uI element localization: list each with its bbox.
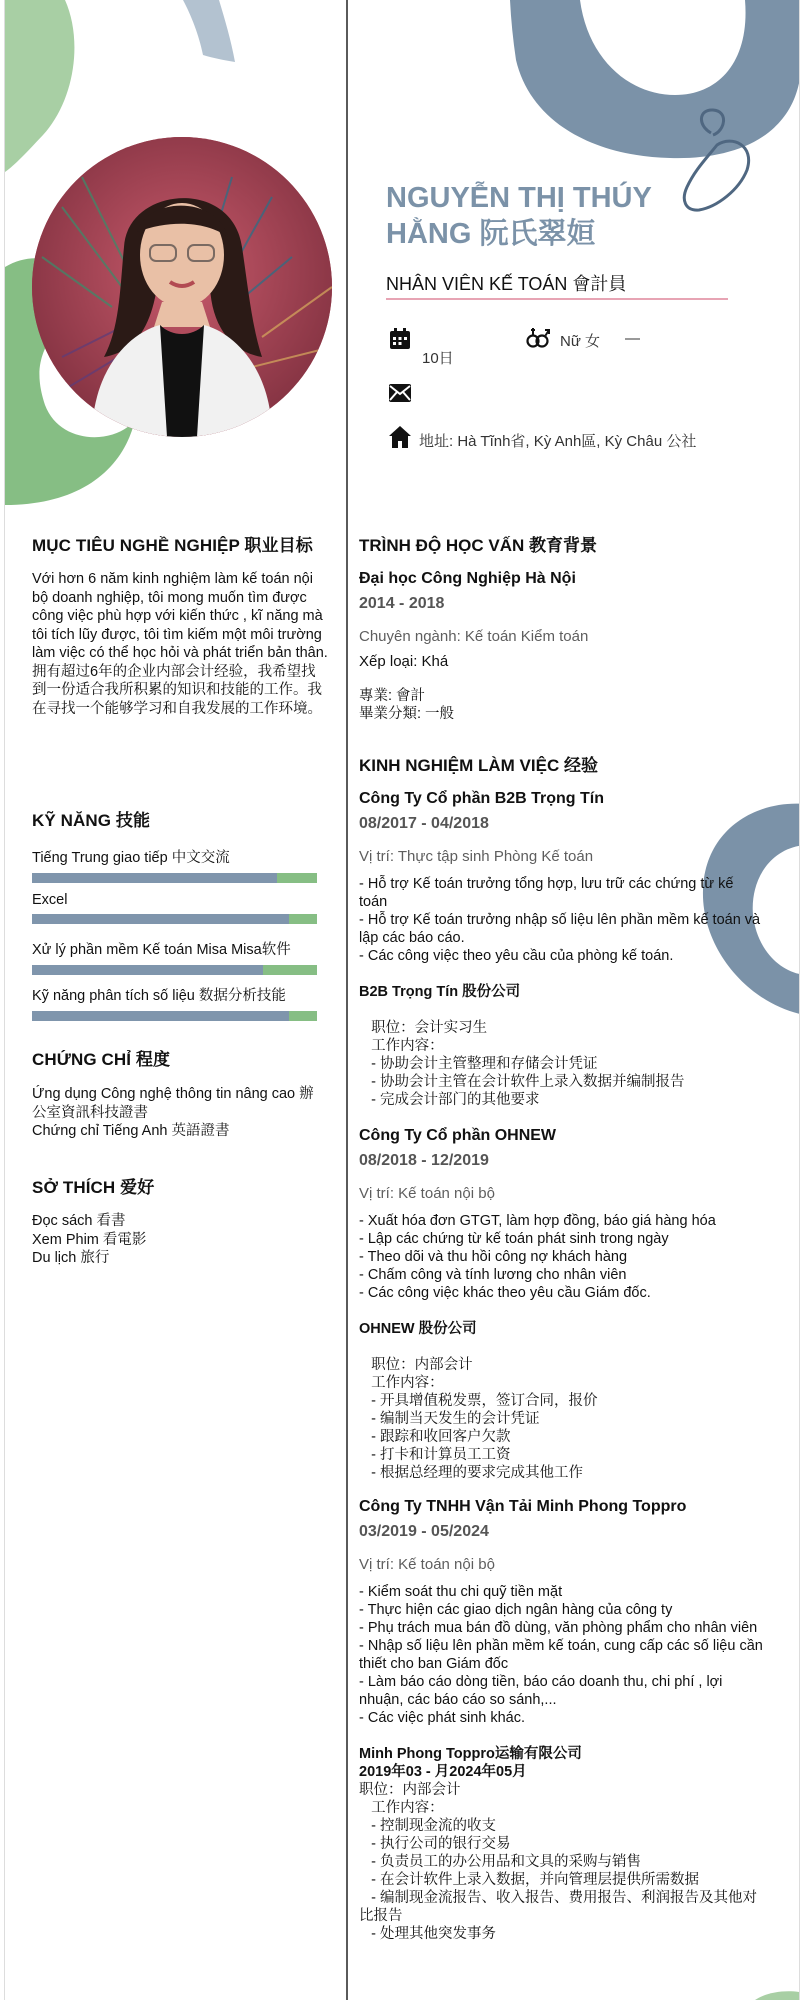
- job-title: NHÂN VIÊN KẾ TOÁN 會計員: [386, 274, 627, 294]
- job-tasks: - Kiểm soát thu chi quỹ tiền mặt - Thực hiện các giao dịch ngân hàng của công ty - Phụ trách mua bán đồ dùng, văn phòng phẩm cho nhân viên - Nhập số liệu lên phần mềm kế toán, cung cấp các số liệu cần thiết cho ban Giám đốc - Làm báo cáo dòng tiền, báo cáo doanh thu, chi phí , lợi nhuận, các báo cáo so sánh,... - Các việc phát sinh khác.: [359, 1584, 763, 1726]
- job-entry: [359, 790, 764, 1109]
- company-name: Công Ty Cổ phần B2B Trọng Tín: [359, 790, 605, 807]
- certificate-item: Ứng dụng Công nghệ thông tin nâng cao 辦公室資訊科技證書: [32, 1086, 314, 1121]
- company-name: Công Ty Cổ phần OHNEW: [359, 1127, 557, 1144]
- company-name: Công Ty TNHH Vận Tải Minh Phong Toppro: [359, 1498, 687, 1515]
- name-line: HẰNG 阮氏翠姮: [386, 218, 596, 250]
- title-underline: [386, 298, 728, 300]
- skills-title: KỸ NĂNG 技能: [32, 811, 151, 830]
- skill-bar: [32, 965, 317, 975]
- education-title: TRÌNH ĐỘ HỌC VẤN 教育背景: [359, 536, 597, 555]
- skill-item: [32, 846, 317, 883]
- candidate-name: [386, 180, 716, 252]
- job-position: Vị trí: Kế toán nội bộ: [359, 1185, 495, 1202]
- job-dates: 03/2019 - 05/2024: [359, 1523, 489, 1540]
- job-entry: [359, 1498, 764, 1943]
- skill-item: [32, 892, 317, 924]
- resume-page: [4, 0, 800, 2000]
- skill-label: Kỹ năng phân tích số liệu 数据分析技能: [32, 988, 286, 1004]
- gender-icon: [525, 327, 551, 351]
- gender: Nữ 女: [560, 333, 601, 350]
- skill-label: Excel: [32, 892, 68, 908]
- email-icon: [388, 383, 412, 403]
- education-grade: Xếp loại: Khá: [359, 653, 449, 670]
- education-years: 2014 - 2018: [359, 595, 445, 612]
- birth-date: 10日: [422, 350, 454, 367]
- company-name-cn: Minh Phong Toppro运输有限公司: [359, 1746, 582, 1762]
- skill-bar: [32, 873, 317, 883]
- hobby-item: Xem Phim 看電影: [32, 1231, 147, 1248]
- job-position: Vị trí: Thực tập sinh Phòng Kế toán: [359, 848, 594, 865]
- hobbies-title: SỞ THÍCH 爱好: [32, 1178, 155, 1197]
- school-name: Đại học Công Nghiệp Hà Nội: [359, 570, 576, 587]
- company-name-cn: B2B Trọng Tín 股份公司: [359, 984, 521, 1000]
- job-dates-cn: 2019年03 - 月2024年05月: [359, 1764, 527, 1780]
- job-tasks-cn: 职位：会计实习生 工作内容： - 协助会计主管整理和存储会计凭证 - 协助会计主管在会计软件上录入数据并编制报告 - 完成会计部门的其他要求: [371, 1020, 685, 1108]
- skill-bar: [32, 1011, 317, 1021]
- column-divider: [346, 0, 348, 2000]
- job-dates: 08/2018 - 12/2019: [359, 1152, 489, 1169]
- job-tasks: - Xuất hóa đơn GTGT, làm hợp đồng, báo giá hàng hóa - Lập các chứng từ kế toán phát sinh trong ngày - Theo dõi và thu hồi công nợ khách hàng - Chấm công và tính lương cho nhân viên - Các công việc khác theo yêu cầu Giám đốc.: [359, 1213, 716, 1301]
- experience-title: KINH NGHIỆM LÀM VIỆC 经验: [359, 756, 598, 775]
- certificate-item: Chứng chỉ Tiếng Anh 英語證書: [32, 1123, 230, 1139]
- skill-label: Xử lý phần mềm Kế toán Misa Misa软件: [32, 942, 291, 958]
- job-tasks-cn: 职位：内部会计 工作内容： - 控制现金流的收支 - 执行公司的银行交易 - 负责员工的办公用品和文具的采购与销售 - 在会计软件上录入数据，并向管理层提供所需数据 - 编制现金流报告、收入报告、费用报告、利润报告及其他对比报告 - 处理其他突发事务: [359, 1782, 757, 1942]
- hobby-item: Du lịch 旅行: [32, 1250, 110, 1266]
- job-position: Vị trí: Kế toán nội bộ: [359, 1556, 495, 1573]
- job-dates: 08/2017 - 04/2018: [359, 815, 489, 832]
- company-name-cn: OHNEW 股份公司: [359, 1321, 477, 1337]
- address: 地址: Hà Tĩnh省, Kỳ Anh區, Kỳ Châu 公社: [419, 433, 697, 450]
- decorative-slate-stroke-top: [175, 0, 245, 70]
- job-tasks: - Hỗ trợ Kế toán trưởng tổng hợp, lưu trữ các chứng từ kế toán - Hỗ trợ Kế toán trưởng nhập số liệu lên phần mềm kế toán và lập các báo cáo. - Các công việc theo yêu cầu của phòng kế toán.: [359, 876, 761, 964]
- education-major-cn: 專業: 會計: [359, 688, 426, 704]
- job-entry: [359, 1127, 764, 1482]
- education-grade-cn: 畢業分類: 一般: [359, 706, 455, 722]
- hobby-item: Đọc sách 看書: [32, 1213, 126, 1229]
- name-line: NGUYỄN THỊ THÚY: [386, 182, 652, 214]
- gender-extra: —: [625, 330, 640, 347]
- decorative-green-corner-bottom: [755, 1990, 799, 2000]
- certificates-title: CHỨNG CHỈ 程度: [32, 1050, 171, 1069]
- job-tasks-cn: 职位：内部会计 工作内容： - 开具增值税发票，签订合同，报价 - 编制当天发生的会计凭证 - 跟踪和收回客户欠款 - 打卡和计算员工工资 - 根据总经理的要求完成其他工作: [371, 1357, 598, 1481]
- skill-bar: [32, 914, 317, 924]
- decorative-green-blob-top: [5, 0, 85, 180]
- objective-title: MỤC TIÊU NGHỀ NGHIỆP 职业目标: [32, 536, 313, 555]
- skill-label: Tiếng Trung giao tiếp 中文交流: [32, 850, 230, 866]
- skill-item: [32, 938, 317, 975]
- profile-photo: [32, 137, 332, 437]
- skill-item: [32, 984, 317, 1021]
- home-icon: [388, 425, 412, 449]
- calendar-icon: [388, 327, 412, 351]
- objective-text-vi: Với hơn 6 năm kinh nghiệm làm kế toán nội bộ doanh nghiệp, tôi mong muốn tìm được công việc phù hợp với kiến thức , kĩ năng mà tôi tích lũy được, tôi tìm kiếm một môi trường làm việc có thể học hỏi và phát triển bản thân.: [32, 571, 328, 661]
- objective-text-cn: 拥有超过6年的企业内部会计经验，我希望找到一份适合我所积累的知识和技能的工作。我在寻找一个能够学习和自我发展的工作环境。: [32, 663, 322, 717]
- education-major: Chuyên ngành: Kế toán Kiểm toán: [359, 628, 589, 645]
